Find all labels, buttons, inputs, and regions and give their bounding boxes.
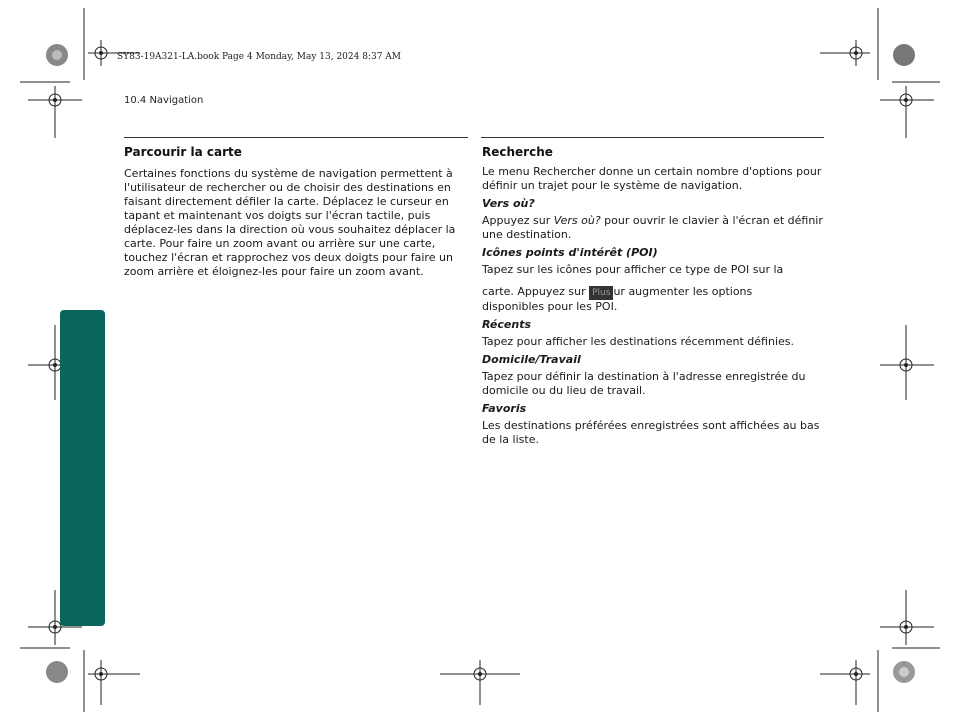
favoris-text: Les destinations préférées enregistrées sont affichées au bas de la liste.	[482, 419, 820, 446]
domicile-heading: Domicile/Travail	[482, 353, 581, 366]
recents-text: Tapez pour afficher les destinations récemment définies.	[482, 335, 795, 348]
favoris-heading: Favoris	[482, 402, 527, 415]
left-column-rule	[124, 137, 468, 138]
right-column	[482, 145, 827, 449]
recents-heading: Récents	[482, 318, 532, 331]
poi-heading: Icônes points d'intérêt (POI)	[482, 246, 658, 259]
domicile-text: Tapez pour définir la destination à l'adresse enregistrée du domicile ou du lieu de travail.	[482, 370, 806, 397]
right-column-rule	[481, 137, 824, 138]
search-intro: Le menu Rechercher donne un certain nombre d'options pour définir un trajet pour le système de navigation.	[482, 165, 822, 192]
plus-button-icon: Plus	[589, 286, 613, 300]
right-column-title: Recherche	[482, 145, 553, 159]
poi-line2-before: carte. Appuyez sur	[482, 285, 590, 298]
left-column	[124, 145, 469, 279]
vers-ou-text-after: pour ouvrir le clavier à l'écran et définir une destination.	[482, 214, 823, 241]
vers-ou-text-em: Vers où?	[553, 214, 601, 227]
poi-line2	[482, 285, 827, 300]
poi-line2-after: ur augmenter les options	[613, 285, 753, 298]
poi-line3: disponibles pour les POI.	[482, 300, 618, 313]
vers-ou-text	[482, 214, 827, 242]
chapter-tab	[60, 310, 105, 626]
poi-line1: Tapez sur les icônes pour afficher ce type de POI sur la	[482, 263, 784, 276]
vers-ou-heading: Vers où?	[482, 197, 535, 210]
left-column-body: Certaines fonctions du système de navigation permettent à l'utilisateur de rechercher ou de choisir des destinations en faisant directement défiler la carte. Déplacez le curseur en tapant et maintenant vos doigts sur l'écran tactile, puis déplacez-les dans la direction où vous souhaitez déplacer la carte. Pour faire un zoom avant ou arrière sur une carte, touchez l'écran et rapprochez vos deux doigts pour faire un zoom arrière et éloignez-les pour faire un zoom avant.	[124, 167, 456, 278]
book-file-info: SY83-19A321-LA.book Page 4 Monday, May 13, 2024 8:37 AM	[117, 52, 401, 62]
left-column-title: Parcourir la carte	[124, 145, 242, 159]
section-label: 10.4 Navigation	[124, 95, 204, 106]
vers-ou-text-before: Appuyez sur	[482, 214, 554, 227]
